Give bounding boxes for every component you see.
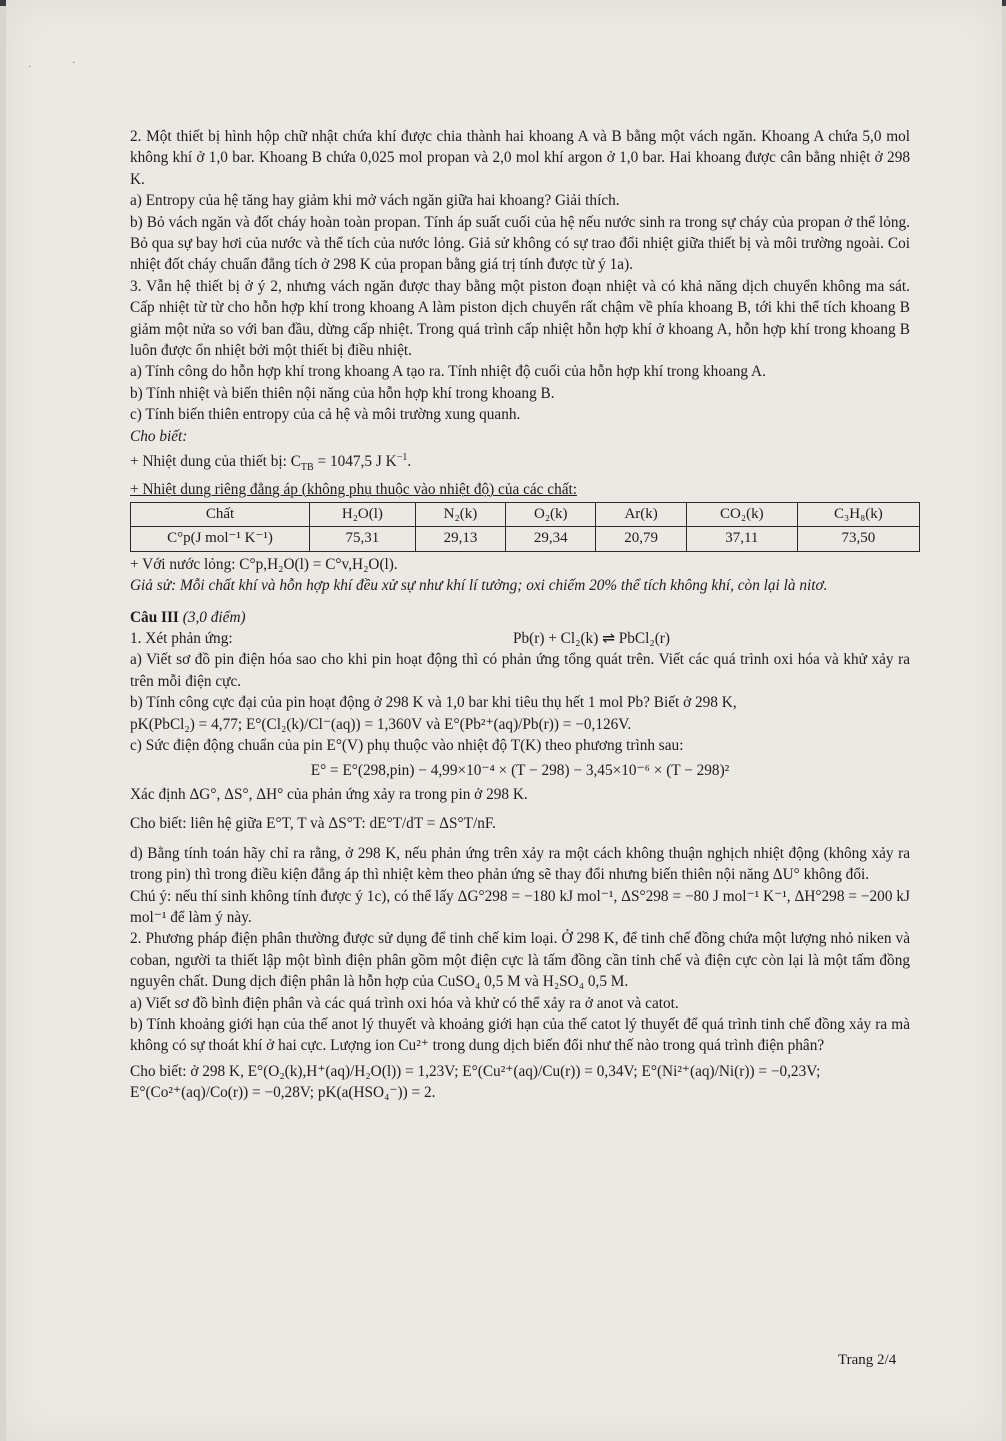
- q2-intro-text: 2. Một thiết bị hình hộp chữ nhật chứa khí được chia thành hai khoang A và B bằng một vách ngăn. Khoang A chứa 5,0 mol không khí ở 1,0 bar. Khoang B chứa 0,025 mol propan và 2,0 mol khí argon ở 1,0 bar. Hai khoang được cân bằng nhiệt ở 298 K.: [130, 128, 910, 188]
- table-header-row: [131, 503, 920, 527]
- q3-c: c) Tính biến thiên entropy của cả hệ và môi trường xung quanh.: [130, 406, 521, 424]
- p2-given-2: E°(Co²⁺(aq)/Co(r)) = −0,28V; pK(a(HSO₄⁻)) = 2.: [130, 1084, 436, 1102]
- p1-b-data: pK(PbCl₂) = 4,77; E°(Cl₂(k)/Cl⁻(aq)) = 1,360V và E°(Pb²⁺(aq)/Pb(r)) = −0,126V.: [130, 715, 632, 733]
- q3-intro: 3. Vẫn hệ thiết bị ở ý 2, nhưng vách ngăn được thay bằng một piston đoạn nhiệt và có khả năng dịch chuyển không ma sát. Cấp nhiệt từ từ cho hỗn hợp khí trong khoang A làm piston dịch chuyển rất chậm về phía khoang B, tới khi thể tích khoang B giảm một nửa so với ban đầu, dừng cấp nhiệt. Trong quá trình cấp nhiệt hỗn hợp khí ở khoang A, hỗn hợp khí trong khoang B luôn được ổn nhiệt bởi một thiết bị điều nhiệt.: [130, 277, 910, 360]
- p1-c-find: Xác định ΔG°, ΔS°, ΔH° của phản ứng xảy ra trong pin ở 298 K.: [130, 785, 528, 803]
- q2-b: b) Bỏ vách ngăn và đốt cháy hoàn toàn propan. Tính áp suất cuối của hệ nếu nước sinh ra trong sự cháy của propan ở thể lỏng. Bỏ qua sự bay hơi của nước và thể tích của nước lỏng. Giả sử không có sự trao đổi nhiệt giữa thiết bị và môi trường ngoài. Coi nhiệt đốt cháy chuẩn đẳng tích ở 298 K của propan bằng giá trị tính được từ ý 1a).: [130, 213, 910, 274]
- q3-given-label: Cho biết:: [130, 427, 188, 445]
- p2-b: b) Tính khoảng giới hạn của thế anot lý thuyết và khoảng giới hạn của thế catot lý thuyết để quá trình tinh chế đồng xảy ra mà không có sự thoát khí ở hai cực. Lượng ion Cu²⁺ trong dung dịch biến đổi như thế nào trong quá trình điện phân?: [130, 1015, 910, 1055]
- q3-assumption: Giả sử: Mỗi chất khí và hỗn hợp khí đều xử sự như khí lí tưởng; oxi chiếm 20% thể tích không khí, còn lại là nitơ.: [130, 577, 828, 595]
- table-cell: 29,13: [415, 527, 505, 551]
- p1-b: b) Tính công cực đại của pin hoạt động ở 298 K và 1,0 bar khi tiêu thụ hết 1 mol Pb? Biết ở 298 K,: [130, 694, 737, 712]
- p1-c: c) Sức điện động chuẩn của pin E°(V) phụ thuộc vào nhiệt độ T(K) theo phương trình sau:: [130, 737, 684, 755]
- table-header-cell: N₂(k): [415, 503, 505, 527]
- heat-capacity-table: [130, 502, 920, 552]
- scan-speck: ·: [72, 58, 76, 69]
- q3-device-heat-capacity: + Nhiệt dung của thiết bị: $C_{TB} = 1047,5$ J $K^{-1}$.: [130, 452, 412, 474]
- table-cell: 29,34: [506, 527, 596, 551]
- p1-a: a) Viết sơ đồ pin điện hóa sao cho khi pin hoạt động thì có phản ứng tổng quát trên. Viết các quá trình oxi hóa và khử xảy ra trên mỗi điện cực.: [130, 651, 910, 690]
- p2-a: a) Viết sơ đồ bình điện phân và các quá trình oxi hóa và khử có thể xảy ra ở anot và catot.: [130, 994, 679, 1012]
- table-cell: 75,31: [310, 527, 416, 551]
- p1-c-equation: E° = E°(298,pin) − 4,99×10⁻⁴ × (T − 298) − 3,45×10⁻⁶ × (T − 298)²: [310, 761, 730, 779]
- q3-heat-capacity-intro: + Nhiệt dung riêng đẳng áp (không phụ thuộc vào nhiệt độ) của các chất:: [130, 480, 578, 498]
- table-header-cell: O₂(k): [506, 503, 596, 527]
- page-number: Trang 2/4: [838, 1352, 897, 1368]
- cau3-title: Câu III: [130, 608, 179, 626]
- p2: 2. Phương pháp điện phân thường được sử dụng để tinh chế kim loại. Ở 298 K, để tinh chế đồng chứa một lượng nhỏ niken và coban, người ta thiết lập một bình điện phân gồm một điện cực là tấm đồng cần tinh chế và điện cực còn lại là một tấm đồng nguyên chất. Dung dịch điện phân là hỗn hợp của CuSO₄ 0,5 M và H₂SO₄ 0,5 M.: [130, 930, 910, 991]
- table-cell: 73,50: [797, 527, 919, 551]
- table-header-cell: H₂O(l): [310, 503, 416, 527]
- q3-water-note: + Với nước lỏng: C°p,H₂O(l) = C°v,H₂O(l).: [130, 555, 398, 573]
- p1-label: 1. Xét phản ứng:: [130, 630, 233, 648]
- p1-reaction: Pb(r) + Cl₂(k) ⇌ PbCl₂(r): [512, 630, 670, 648]
- reaction-line: [130, 628, 910, 649]
- cau3-points: (3,0 điểm): [182, 608, 246, 626]
- page-content: [130, 126, 910, 1104]
- cau3-heading: [130, 607, 910, 628]
- table-row: [131, 527, 920, 551]
- q2-a: a) Entropy của hệ tăng hay giảm khi mở vách ngăn giữa hai khoang? Giải thích.: [130, 192, 620, 210]
- p1-d: d) Bằng tính toán hãy chỉ ra rằng, ở 298 K, nếu phản ứng trên xảy ra một cách không thuận nghịch nhiệt động (không xảy ra trong pin) thì trong điều kiện đẳng áp thì nhiệt kèm theo phản ứng sẽ thay đổi nhưng biến thiên nội năng ΔU° không đổi.: [130, 844, 910, 884]
- q3-a: a) Tính công do hỗn hợp khí trong khoang A tạo ra. Tính nhiệt độ cuối của hỗn hợp khí trong khoang A.: [130, 363, 766, 381]
- table-cell: 37,11: [686, 527, 797, 551]
- q3-b: b) Tính nhiệt và biến thiên nội năng của hỗn hợp khí trong khoang B.: [130, 384, 555, 402]
- table-header-cell: Ar(k): [596, 503, 686, 527]
- scan-speck: ·: [28, 62, 32, 73]
- table-row-label: C°p(J mol⁻¹ K⁻¹): [131, 527, 310, 551]
- p1-c-given: Cho biết: liên hệ giữa E°T, T và ΔS°T: dE°T/dT = ΔS°T/nF.: [130, 815, 496, 833]
- table-cell: 20,79: [596, 527, 686, 551]
- table-header-cell: CO₂(k): [686, 503, 797, 527]
- p2-given-1: Cho biết: ở 298 K, E°(O₂(k),H⁺(aq)/H₂O(l)) = 1,23V; E°(Cu²⁺(aq)/Cu(r)) = 0,34V; E°(Ni²⁺(aq)/Ni(r)) = −0,23V;: [130, 1062, 821, 1080]
- p1-note: Chú ý: nếu thí sinh không tính được ý 1c), có thể lấy ΔG°298 = −180 kJ mol⁻¹, ΔS°298 = −80 J mol⁻¹ K⁻¹, ΔH°298 = −200 kJ mol⁻¹ để làm ý này.: [130, 887, 910, 926]
- q2-intro: [130, 126, 910, 190]
- table-header-cell: C₃H₈(k): [797, 503, 919, 527]
- table-header-cell: Chất: [131, 503, 310, 527]
